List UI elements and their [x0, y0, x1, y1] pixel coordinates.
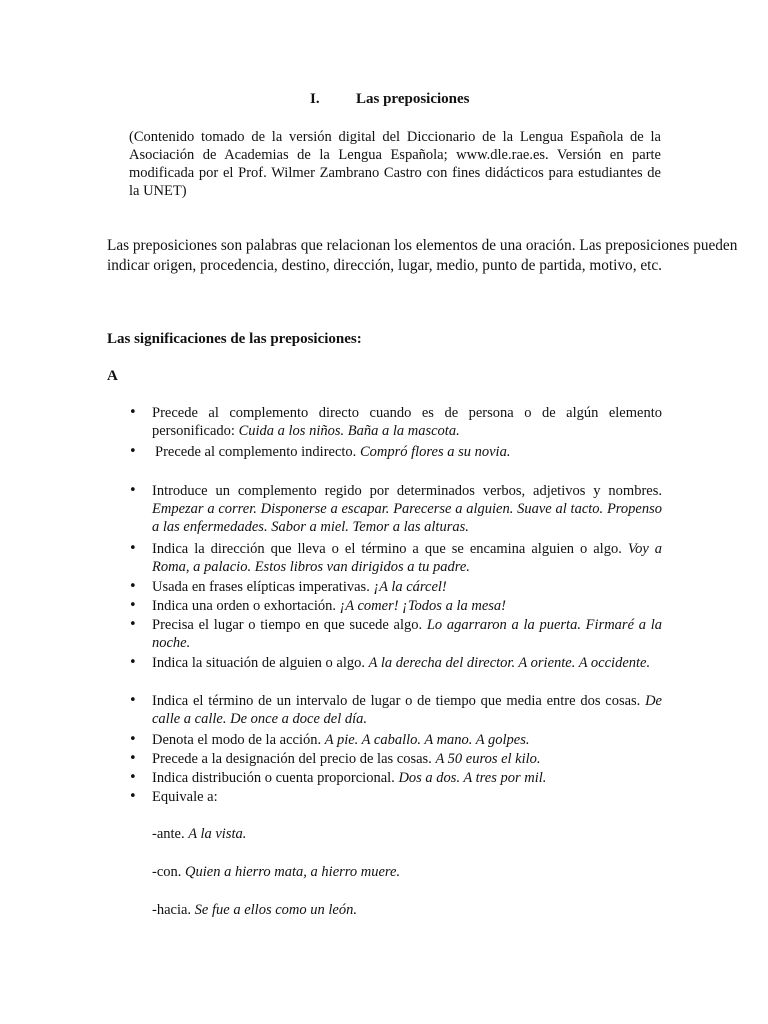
equivalent-prefix: -con. — [152, 864, 186, 880]
item-text: Indica la dirección que lleva o el término a que se encamina alguien o algo. — [152, 541, 628, 557]
list-item — [152, 654, 662, 672]
list-item — [155, 443, 662, 461]
item-text: Precede a la designación del precio de las cosas. — [152, 751, 436, 767]
item-text: Denota el modo de la acción. — [152, 732, 325, 748]
list-item — [152, 578, 662, 596]
item-text: Indica distribución o cuenta proporcional. — [152, 770, 399, 786]
list-item — [152, 788, 662, 806]
item-example: Voy a Roma, a palacio. Estos libros van dirigidos a tu padre. — [152, 541, 662, 575]
item-example: A la derecha del director. A oriente. A occidente. — [368, 655, 651, 671]
item-text: Indica la situación de alguien o algo. — [152, 655, 369, 671]
equivalent-example: Se fue a ellos como un león. — [194, 902, 357, 918]
item-example: Compró flores a su novia. — [359, 444, 511, 460]
equivalent-item — [152, 825, 246, 843]
item-example: ¡A la cárcel! — [373, 579, 447, 595]
item-text: Indica el término de un intervalo de lugar o de tiempo que media entre dos cosas. — [152, 693, 646, 709]
list-item — [152, 482, 662, 536]
item-example: A pie. A caballo. A mano. A golpes. — [324, 732, 530, 748]
item-text: Indica una orden o exhortación. — [152, 598, 340, 614]
heading-title: Las preposiciones — [356, 91, 470, 107]
list-item — [152, 769, 662, 787]
heading-number: I. — [310, 91, 320, 107]
item-example: De calle a calle. De once a doce del día. — [152, 693, 662, 727]
item-example: Dos a dos. A tres por mil. — [398, 770, 547, 786]
item-text: Usada en frases elípticas imperativas. — [152, 579, 374, 595]
list-item — [152, 692, 662, 728]
item-example: Cuida a los niños. Baña a la mascota. — [238, 423, 460, 439]
item-example: Empezar a correr. Disponerse a escapar. Parecerse a alguien. Suave al tacto. Propenso a las enfermedades. Sabor a miel. Temor a las alturas. — [152, 501, 662, 535]
equivalent-example: Quien a hierro mata, a hierro muere. — [185, 864, 401, 880]
item-example: ¡A comer! ¡Todos a la mesa! — [339, 598, 506, 614]
intro-paragraph: Las preposiciones son palabras que relacionan los elementos de una oración. Las preposiciones pueden indicar origen, procedencia, destino, dirección, lugar, medio, punto de partida, motivo, etc. — [107, 237, 738, 274]
equivalent-example: A la vista. — [188, 826, 247, 842]
item-example: Lo agarraron a la puerta. Firmaré a la noche. — [152, 617, 662, 651]
list-item — [152, 750, 662, 768]
list-item — [152, 731, 662, 749]
list-item — [152, 616, 662, 652]
equivalent-prefix: -hacia. — [152, 902, 195, 918]
item-text: Precede al complemento directo cuando es de persona o de algún elemento personificado: — [152, 405, 662, 439]
list-item — [152, 597, 662, 615]
section-subtitle: Las significaciones de las preposiciones: — [107, 331, 362, 347]
equivalent-item — [152, 863, 400, 881]
source-note: (Contenido tomado de la versión digital del Diccionario de la Lengua Española de la Asociación de Academias de la Lengua Española; www.dle.rae.es. Versión en parte modificada por el Prof. Wilmer Zambrano Castro con fines didácticos para estudiantes de la UNET) — [129, 129, 661, 199]
item-text: Introduce un complemento regido por determinados verbos, adjetivos y nombres. — [152, 483, 662, 499]
item-example: A 50 euros el kilo. — [435, 751, 541, 767]
item-text: Precede al complemento indirecto. — [155, 444, 360, 460]
equivalent-item — [152, 901, 357, 919]
item-text: Equivale a: — [152, 789, 218, 805]
equivalent-prefix: -ante. — [152, 826, 189, 842]
letter-heading: A — [107, 368, 118, 384]
item-text: Precisa el lugar o tiempo en que sucede algo. — [152, 617, 427, 633]
list-item — [152, 404, 662, 440]
list-item — [152, 540, 662, 576]
